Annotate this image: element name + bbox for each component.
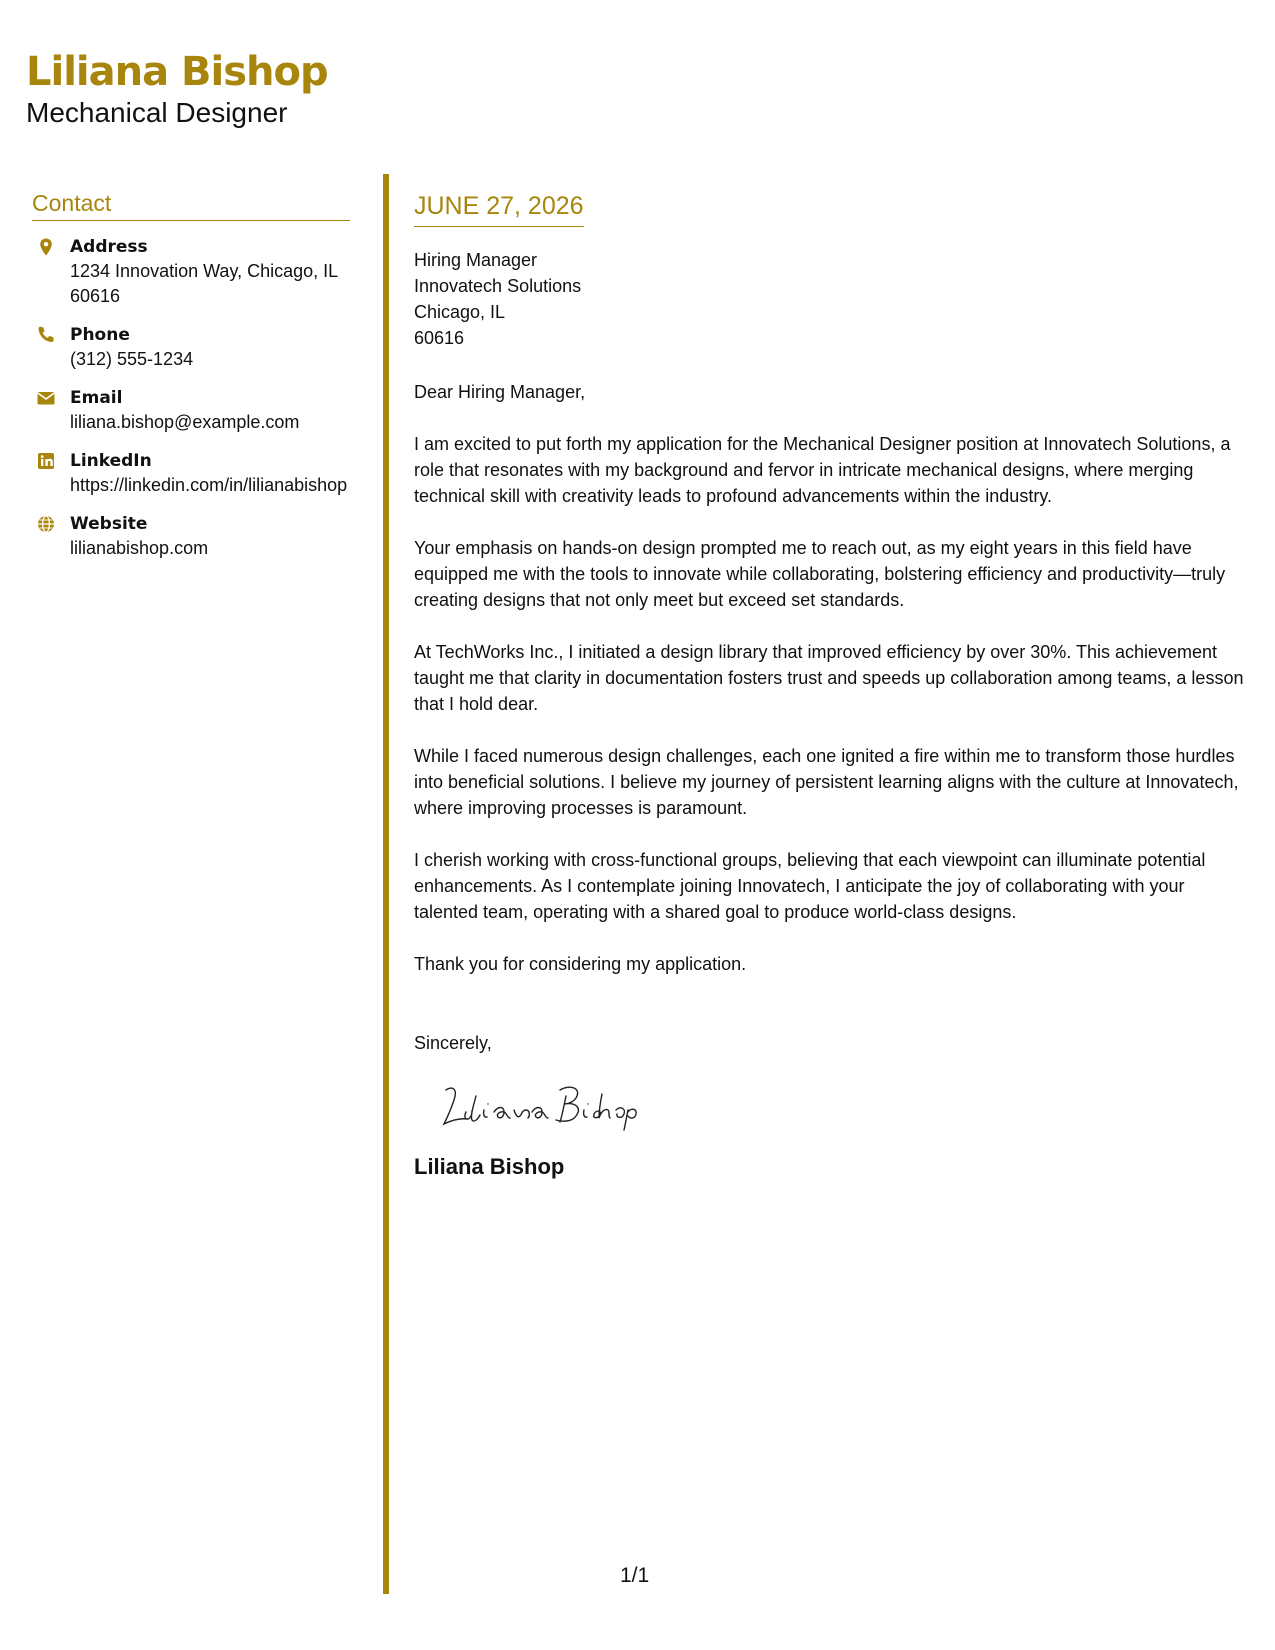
map-pin-icon (36, 237, 56, 257)
contact-item-phone (32, 323, 350, 372)
contact-label: Website (70, 514, 148, 534)
globe-icon (36, 514, 56, 534)
phone-icon (36, 325, 56, 345)
letter-paragraph: Thank you for considering my application. (414, 954, 747, 974)
contact-label: LinkedIn (70, 451, 152, 471)
letter-body (414, 190, 1250, 1182)
contact-sidebar (32, 188, 350, 575)
letter-paragraph: I cherish working with cross-functional groups, believing that each viewpoint can illuminate potential enhancements. As I contemplate joining Innovatech, I anticipate the joy of collaborating with your talented team, operating with a shared goal to produce world-class designs. (414, 850, 1206, 922)
contact-label: Phone (70, 325, 130, 345)
closing: Sincerely, (414, 1033, 492, 1053)
contact-label: Email (70, 388, 123, 408)
envelope-icon (36, 388, 56, 408)
contact-value: 1234 Innovation Way, Chicago, IL 60616 (70, 261, 338, 306)
contact-section-title: Contact (32, 188, 350, 221)
contact-value[interactable]: lilianabishop.com (70, 538, 209, 558)
job-title: Mechanical Designer (26, 97, 288, 128)
recipient-line: Chicago, IL (414, 302, 506, 322)
recipient-line: Innovatech Solutions (414, 276, 582, 296)
letter-paragraph: While I faced numerous design challenges, each one ignited a fire within me to transform those hurdles into beneficial solutions. I believe my journey of persistent learning aligns with the culture at Innovatech, where improving processes is paramount. (414, 746, 1239, 818)
letter-paragraph: At TechWorks Inc., I initiated a design library that improved efficiency by over 30%. This achievement taught me that clarity in documentation fosters trust and speeds up collaboration among teams, a lesson that I hold dear. (414, 642, 1244, 714)
letter-paragraph: I am excited to put forth my application for the Mechanical Designer position at Innovatech Solutions, a role that resonates with my background and fervor in intricate mechanical designs, where merging technical skill with creativity leads to profound advancements within the industry. (414, 434, 1231, 506)
contact-label: Address (70, 237, 148, 257)
contact-value: (312) 555-1234 (70, 349, 194, 369)
letter-paragraph: Your emphasis on hands-on design prompted me to reach out, as my eight years in this field have equipped me with the tools to innovate while collaborating, bolstering efficiency and productivity—truly creating designs that not only meet but exceed set standards. (414, 538, 1226, 610)
header (26, 48, 328, 130)
recipient-line: Hiring Manager (414, 250, 538, 270)
signer-name: Liliana Bishop (414, 1154, 565, 1179)
greeting: Dear Hiring Manager, (414, 382, 586, 402)
handwritten-signature (432, 1076, 662, 1136)
contact-item-address (32, 235, 350, 309)
letter-date: JUNE 27, 2026 (414, 190, 584, 227)
page-number: 1/1 (620, 1564, 650, 1587)
contact-item-email (32, 386, 350, 435)
recipient-line: 60616 (414, 328, 465, 348)
applicant-name: Liliana Bishop (26, 49, 328, 95)
contact-value: liliana.bishop@example.com (70, 412, 300, 432)
column-divider (383, 174, 389, 1594)
linkedin-icon (36, 451, 56, 471)
contact-value[interactable]: https://linkedin.com/in/lilianabishop (70, 475, 348, 495)
recipient-block (414, 247, 1250, 351)
contact-item-linkedin (32, 449, 350, 498)
contact-item-website (32, 512, 350, 561)
